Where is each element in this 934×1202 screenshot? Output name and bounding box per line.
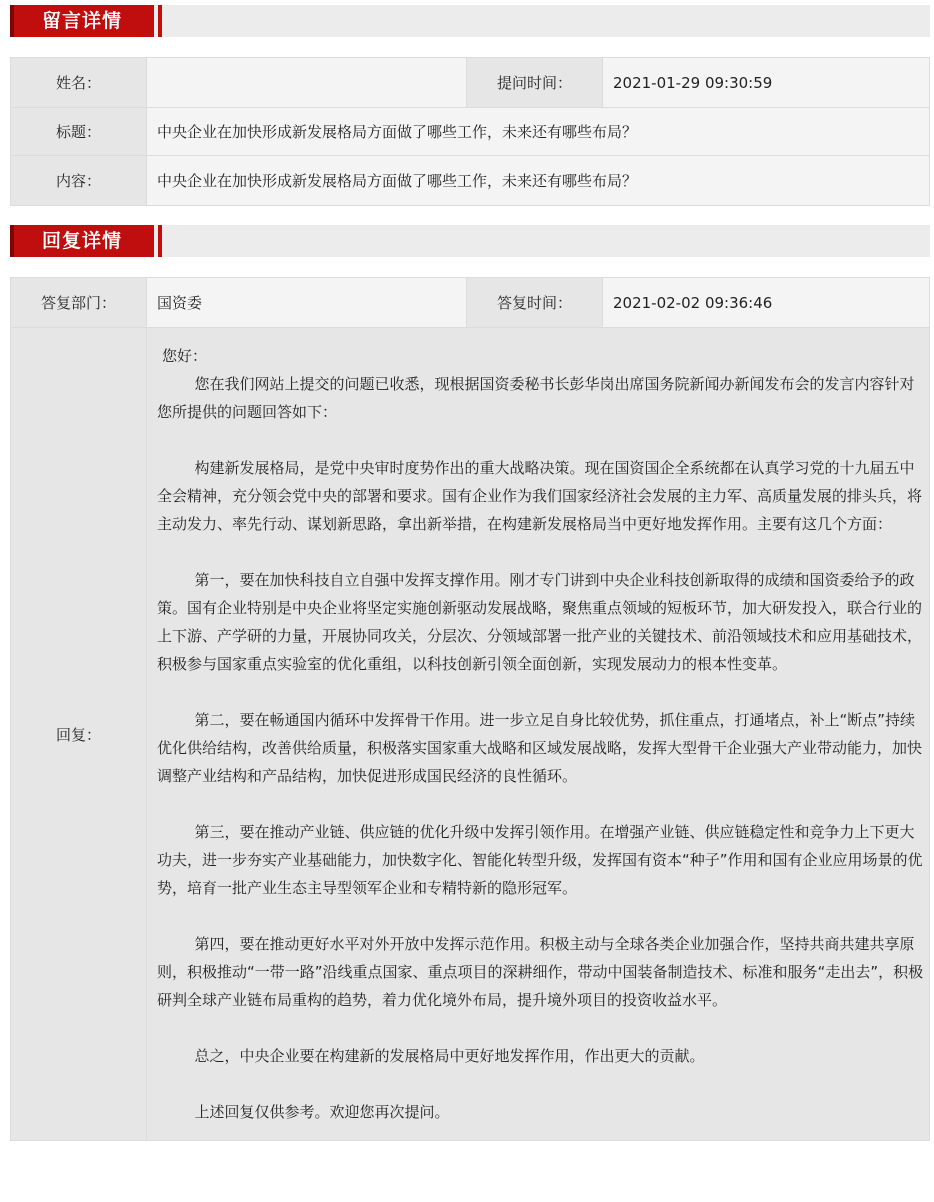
title-value: 中央企业在加快形成新发展格局方面做了哪些工作，未来还有哪些布局？ xyxy=(147,108,930,156)
ask-time-value: 2021-01-29 09:30:59 xyxy=(603,58,930,108)
reply-paragraph: 上述回复仅供参考。欢迎您再次提问。 xyxy=(194,1103,450,1121)
dept-label: 答复部门： xyxy=(11,278,147,328)
dept-row xyxy=(11,278,930,328)
content-value: 中央企业在加快形成新发展格局方面做了哪些工作，未来还有哪些布局？ xyxy=(147,156,930,206)
message-section-title: 留言详情 xyxy=(10,5,154,37)
reply-paragraph: 第四，要在推动更好水平对外开放中发挥示范作用。积极主动与全球各类企业加强合作，坚持共商共建共享原则，积极推动“一带一路”沿线重点国家、重点项目的深耕细作，带动中国装备制造技术、标准和服务“走出去”，积极研判全球产业链布局重构的趋势，着力优化境外布局，提升境外项目的投资收益水平。 xyxy=(157,935,924,1009)
message-section-header xyxy=(10,5,930,37)
reply-section-title: 回复详情 xyxy=(10,225,154,257)
reply-paragraph: 总之，中央企业要在构建新的发展格局中更好地发挥作用，作出更大的贡献。 xyxy=(194,1047,705,1065)
content-row xyxy=(11,156,930,206)
reply-time-value: 2021-02-02 09:36:46 xyxy=(603,278,930,328)
reply-section-header xyxy=(10,225,930,257)
name-value xyxy=(147,58,467,108)
reply-greeting: 您好： xyxy=(162,347,208,365)
title-label: 标题： xyxy=(11,108,147,156)
name-label: 姓名： xyxy=(11,58,147,108)
reply-paragraph: 第一，要在加快科技自立自强中发挥支撑作用。刚才专门讲到中央企业科技创新取得的成绩和国资委给予的政策。国有企业特别是中央企业将坚定实施创新驱动发展战略，聚焦重点领域的短板环节，加大研发投入，联合行业的上下游、产学研的力量，开展协同攻关，分层次、分领域部署一批产业的关键技术、前沿领域技术和应用基础技术，积极参与国家重点实验室的优化重组，以科技创新引领全面创新，实现发展动力的根本性变革。 xyxy=(157,571,923,673)
reply-row xyxy=(11,328,930,1141)
reply-time-label: 答复时间： xyxy=(467,278,603,328)
reply-paragraph: 您在我们网站上提交的问题已收悉，现根据国资委秘书长彭华岗出席国务院新闻办新闻发布会的发言内容针对您所提供的问题回答如下： xyxy=(157,375,915,421)
message-details-table xyxy=(10,57,930,206)
content-label: 内容： xyxy=(11,156,147,206)
reply-label: 回复： xyxy=(11,328,147,1141)
reply-paragraph: 构建新发展格局，是党中央审时度势作出的重大战略决策。现在国资国企全系统都在认真学习党的十九届五中全会精神，充分领会党中央的部署和要求。国有企业作为我们国家经济社会发展的主力军、高质量发展的排头兵，将主动发力、率先行动、谋划新思路，拿出新举措，在构建新发展格局当中更好地发挥作用。主要有这几个方面： xyxy=(157,459,923,533)
reply-paragraph: 第二，要在畅通国内循环中发挥骨干作用。进一步立足自身比较优势，抓住重点，打通堵点，补上“断点”持续优化供给结构，改善供给质量，积极落实国家重大战略和区域发展战略，发挥大型骨干企业强大产业带动能力，加快调整产业结构和产品结构，加快促进形成国民经济的良性循环。 xyxy=(157,711,923,785)
dept-value: 国资委 xyxy=(147,278,467,328)
ask-time-label: 提问时间： xyxy=(467,58,603,108)
title-row xyxy=(11,108,930,156)
reply-details-table xyxy=(10,277,930,1141)
reply-paragraph: 第三，要在推动产业链、供应链的优化升级中发挥引领作用。在增强产业链、供应链稳定性和竞争力上下更大功夫，进一步夯实产业基础能力，加快数字化、智能化转型升级，发挥国有资本“种子”作用和国有企业应用场景的优势，培育一批产业生态主导型领军企业和专精特新的隐形冠军。 xyxy=(157,823,923,897)
name-row xyxy=(11,58,930,108)
reply-body xyxy=(147,328,930,1141)
